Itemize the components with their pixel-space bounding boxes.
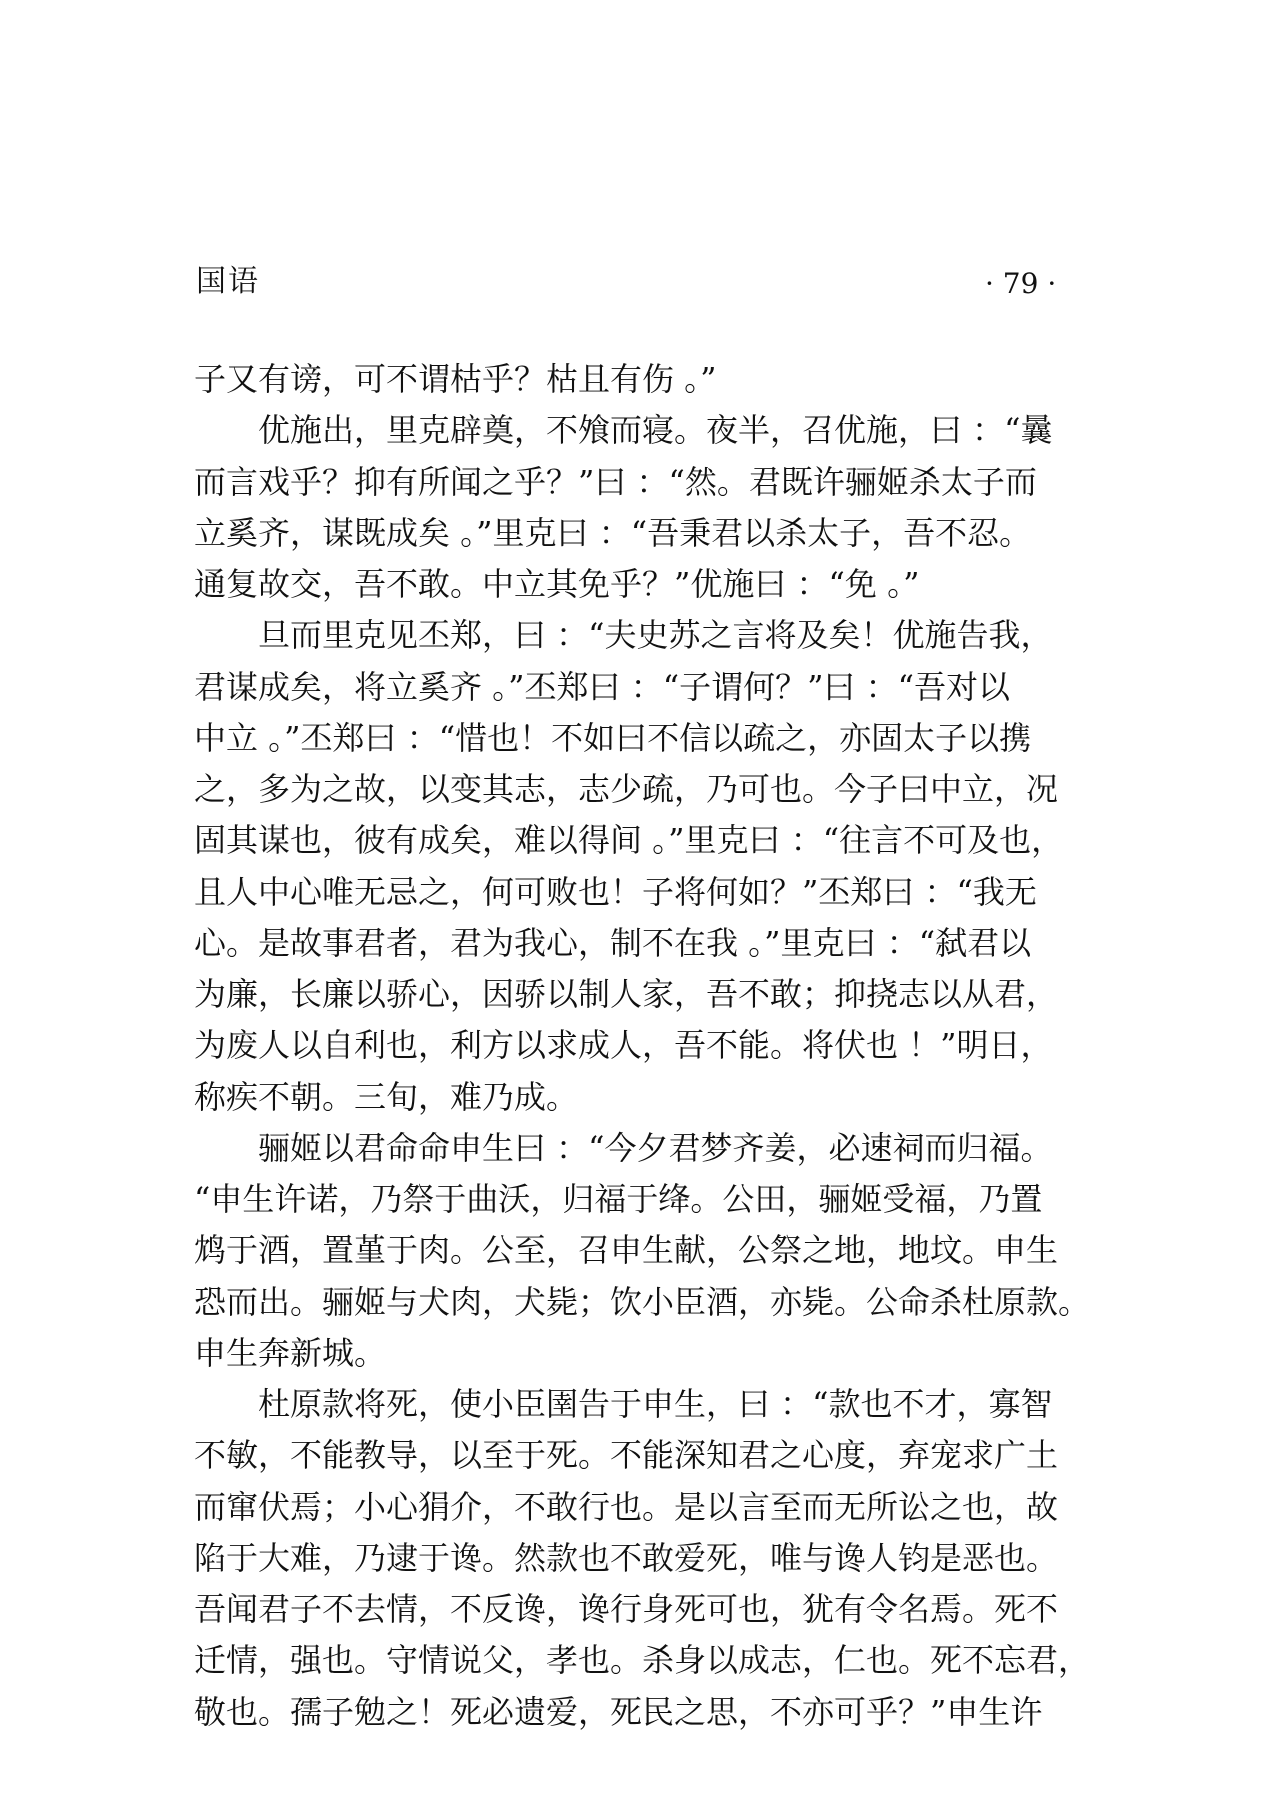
text-line: 心。是故事君者，君为我心，制不在我 。”里克曰 ：“弑君以 [194, 923, 1032, 962]
text-line: 君谋成矣，将立奚齐 。”丕郑曰 ：“子谓何？”曰 ：“吾对以 [194, 667, 1010, 706]
page-number: · 79 · [985, 267, 1057, 300]
text-line: 不敏，不能教导，以至于死。不能深知君之心度，弃宠求广土 [194, 1436, 1059, 1475]
text-line: 且人中心唯无忌之，何可败也！子将何如？”丕郑曰 ：“我无 [194, 872, 1037, 911]
text-line: 之，多为之故，以变其志，志少疏，乃可也。今子曰中立，况 [194, 770, 1059, 808]
text-line: 恐而出。骊姬与犬肉，犬毙；饮小臣酒，亦毙。公命杀杜原款。 [194, 1282, 1091, 1321]
text-line: 子又有谤，可不谓枯乎？枯且有伤 。” [194, 360, 717, 398]
text-line: 陷于大难，乃逮于谗。然款也不敢爱死，唯与谗人钧是恶也。 [194, 1538, 1059, 1577]
text-line: “申生许诺，乃祭于曲沃，归福于绛。公田，骊姬受福，乃置 [194, 1180, 1043, 1218]
text-line: 而窜伏焉；小心狷介，不敢行也。是以言至而无所讼之也，故 [194, 1487, 1059, 1526]
paragraph-first-line: 杜原款将死，使小臣圉告于申生，曰 ：“款也不才，寡智 [258, 1385, 1053, 1423]
text-line: 敬也。孺子勉之！死必遗爱，死民之思，不亦可乎？”申生许 [194, 1692, 1043, 1731]
paragraph-first-line: 旦而里克见丕郑，曰 ：“夫史苏之言将及矣！优施告我， [258, 616, 1053, 655]
text-line: 迁情，强也。守情说父，孝也。杀身以成志，仁也。死不忘君， [194, 1641, 1091, 1680]
text-line: 为废人以自利也，利方以求成人，吾不能。将伏也 ！”明日， [194, 1026, 1053, 1065]
body-text [194, 354, 1114, 1738]
paragraph-first-line: 骊姬以君命命申生曰 ：“今夕君梦齐姜，必速祠而归福。 [258, 1128, 1053, 1167]
running-head-title: 国语 [196, 264, 260, 299]
text-line: 通复故交，吾不敢。中立其免乎？”优施曰 ：“免 。” [194, 565, 920, 603]
text-line: 吾闻君子不去情，不反谗，谗行身死可也，犹有令名焉。死不 [194, 1590, 1059, 1628]
text-line: 申生奔新城。 [194, 1333, 387, 1372]
paragraph-first-line: 优施出，里克辟奠，不飧而寝。夜半，召优施，曰 ：“曩 [258, 411, 1053, 450]
text-line: 鸩于酒，置堇于肉。公至，召申生献，公祭之地，地坟。申生 [194, 1231, 1059, 1270]
text-line: 为廉，长廉以骄心，因骄以制人家，吾不敢；抑挠志以从君， [194, 975, 1059, 1013]
text-line: 中立 。”丕郑曰 ：“惜也！不如曰不信以疏之，亦固太子以携 [194, 718, 1032, 757]
text-line: 而言戏乎？抑有所闻之乎？”曰 ：“然。君既许骊姬杀太子而 [194, 462, 1037, 501]
text-line: 称疾不朝。三旬，难乃成。 [194, 1077, 579, 1116]
text-line: 立奚齐，谋既成矣 。”里克曰 ：“吾秉君以杀太子，吾不忍。 [194, 513, 1032, 552]
text-line: 固其谋也，彼有成矣，难以得间 。”里克曰 ：“往言不可及也， [194, 821, 1064, 860]
